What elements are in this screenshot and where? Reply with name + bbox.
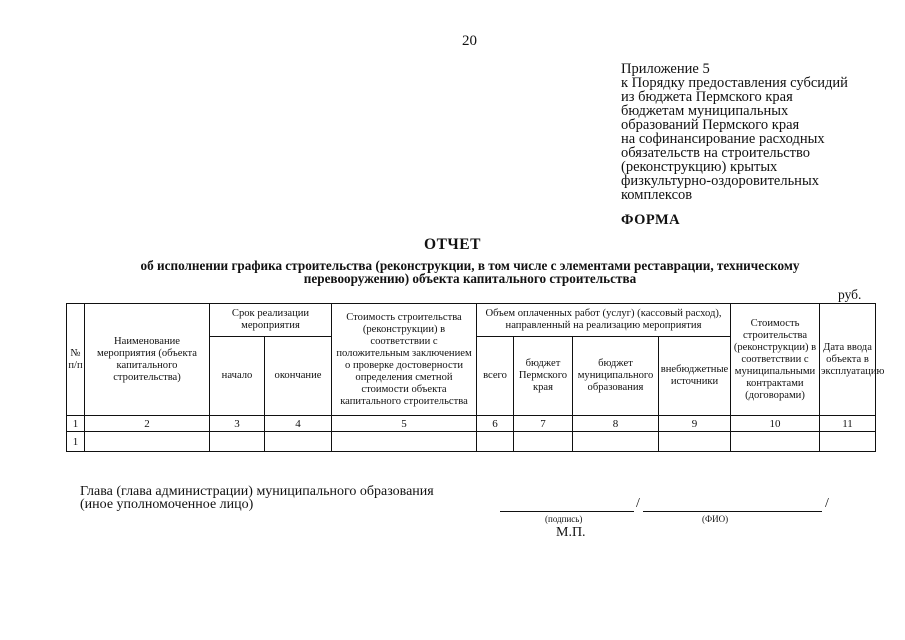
header-name: Наименование мероприятия (объекта капитального строительства) (85, 304, 210, 416)
column-number-row (67, 416, 876, 432)
table-cell[interactable] (820, 432, 876, 452)
report-subtitle-line: об исполнении графика строительства (реконструкции, в том числе с элементами реставрации, техническому (140, 258, 800, 273)
column-number: 7 (514, 416, 573, 432)
header-municipal: бюджет муниципального образования (573, 337, 659, 416)
column-number: 8 (573, 416, 659, 432)
column-number: 4 (265, 416, 332, 432)
header-contract-cost: Стоимость строительства (реконструкции) в соответствии с муниципальными контрактами (договорами) (731, 304, 820, 416)
table-row (67, 432, 876, 452)
table-cell[interactable] (573, 432, 659, 452)
table-cell[interactable] (265, 432, 332, 452)
header-period: Срок реализации мероприятия (210, 304, 332, 337)
appendix-line: образований Пермского края (621, 117, 800, 133)
header-commission-date: Дата ввода объекта в эксплуатацию (820, 304, 876, 416)
table-cell[interactable] (210, 432, 265, 452)
column-number: 6 (477, 416, 514, 432)
column-number: 9 (659, 416, 731, 432)
appendix-line: Приложение 5 (621, 61, 710, 77)
report-title: ОТЧЕТ (424, 236, 481, 253)
table-cell[interactable] (514, 432, 573, 452)
fio-caption: (ФИО) (702, 514, 729, 524)
form-label: ФОРМА (621, 212, 681, 228)
column-number: 11 (820, 416, 876, 432)
signature-caption: (подпись) (545, 514, 583, 524)
header-paid: Объем оплаченных работ (услуг) (кассовый расход), направленный на реализацию мероприятия (477, 304, 731, 337)
column-number: 1 (67, 416, 85, 432)
report-subtitle-line: перевооружению) объекта капитального строительства (303, 271, 637, 286)
signature-line[interactable] (500, 511, 634, 512)
signatory-line: Глава (глава администрации) муниципального образования (80, 484, 434, 499)
column-number: 10 (731, 416, 820, 432)
header-total: всего (477, 337, 514, 416)
stamp-place: М.П. (556, 525, 586, 540)
table-cell[interactable] (659, 432, 731, 452)
appendix-line: из бюджета Пермского края (621, 89, 793, 105)
header-row-1 (67, 304, 876, 337)
appendix-line: обязательств на строительство (621, 145, 811, 161)
header-num: № п/п (67, 304, 85, 416)
table-cell[interactable] (332, 432, 477, 452)
report-table (66, 303, 885, 452)
header-cost: Стоимость строительства (реконструкции) в соответствии с положительным заключением о проверке достоверности определения сметной стоимости объекта капитального строительства (332, 304, 477, 416)
appendix-line: физкультурно-оздоровительных (621, 173, 819, 189)
column-number: 5 (332, 416, 477, 432)
header-end: окончание (265, 337, 332, 416)
separator-slash: / (636, 496, 640, 511)
signatory-line: (иное уполномоченное лицо) (80, 497, 254, 512)
signatory-label (80, 485, 434, 511)
currency-label: руб. (838, 287, 862, 302)
table-cell[interactable] (477, 432, 514, 452)
appendix-block (621, 62, 891, 202)
appendix-line: на софинансирование расходных (621, 131, 825, 147)
appendix-line: бюджетам муниципальных (621, 103, 789, 119)
column-number: 3 (210, 416, 265, 432)
appendix-line: комплексов (621, 187, 693, 203)
header-regional: бюджет Пермского края (514, 337, 573, 416)
header-offbudget: внебюджетные источники (659, 337, 731, 416)
separator-slash: / (825, 496, 829, 511)
fio-line[interactable] (643, 511, 822, 512)
table-cell[interactable] (85, 432, 210, 452)
appendix-line: (реконструкцию) крытых (621, 159, 778, 175)
report-subtitle (60, 259, 880, 285)
table-cell[interactable] (731, 432, 820, 452)
table-cell[interactable]: 1 (67, 432, 85, 452)
column-number: 2 (85, 416, 210, 432)
appendix-line: к Порядку предоставления субсидий (621, 75, 848, 91)
header-start: начало (210, 337, 265, 416)
page-number: 20 (462, 33, 477, 49)
